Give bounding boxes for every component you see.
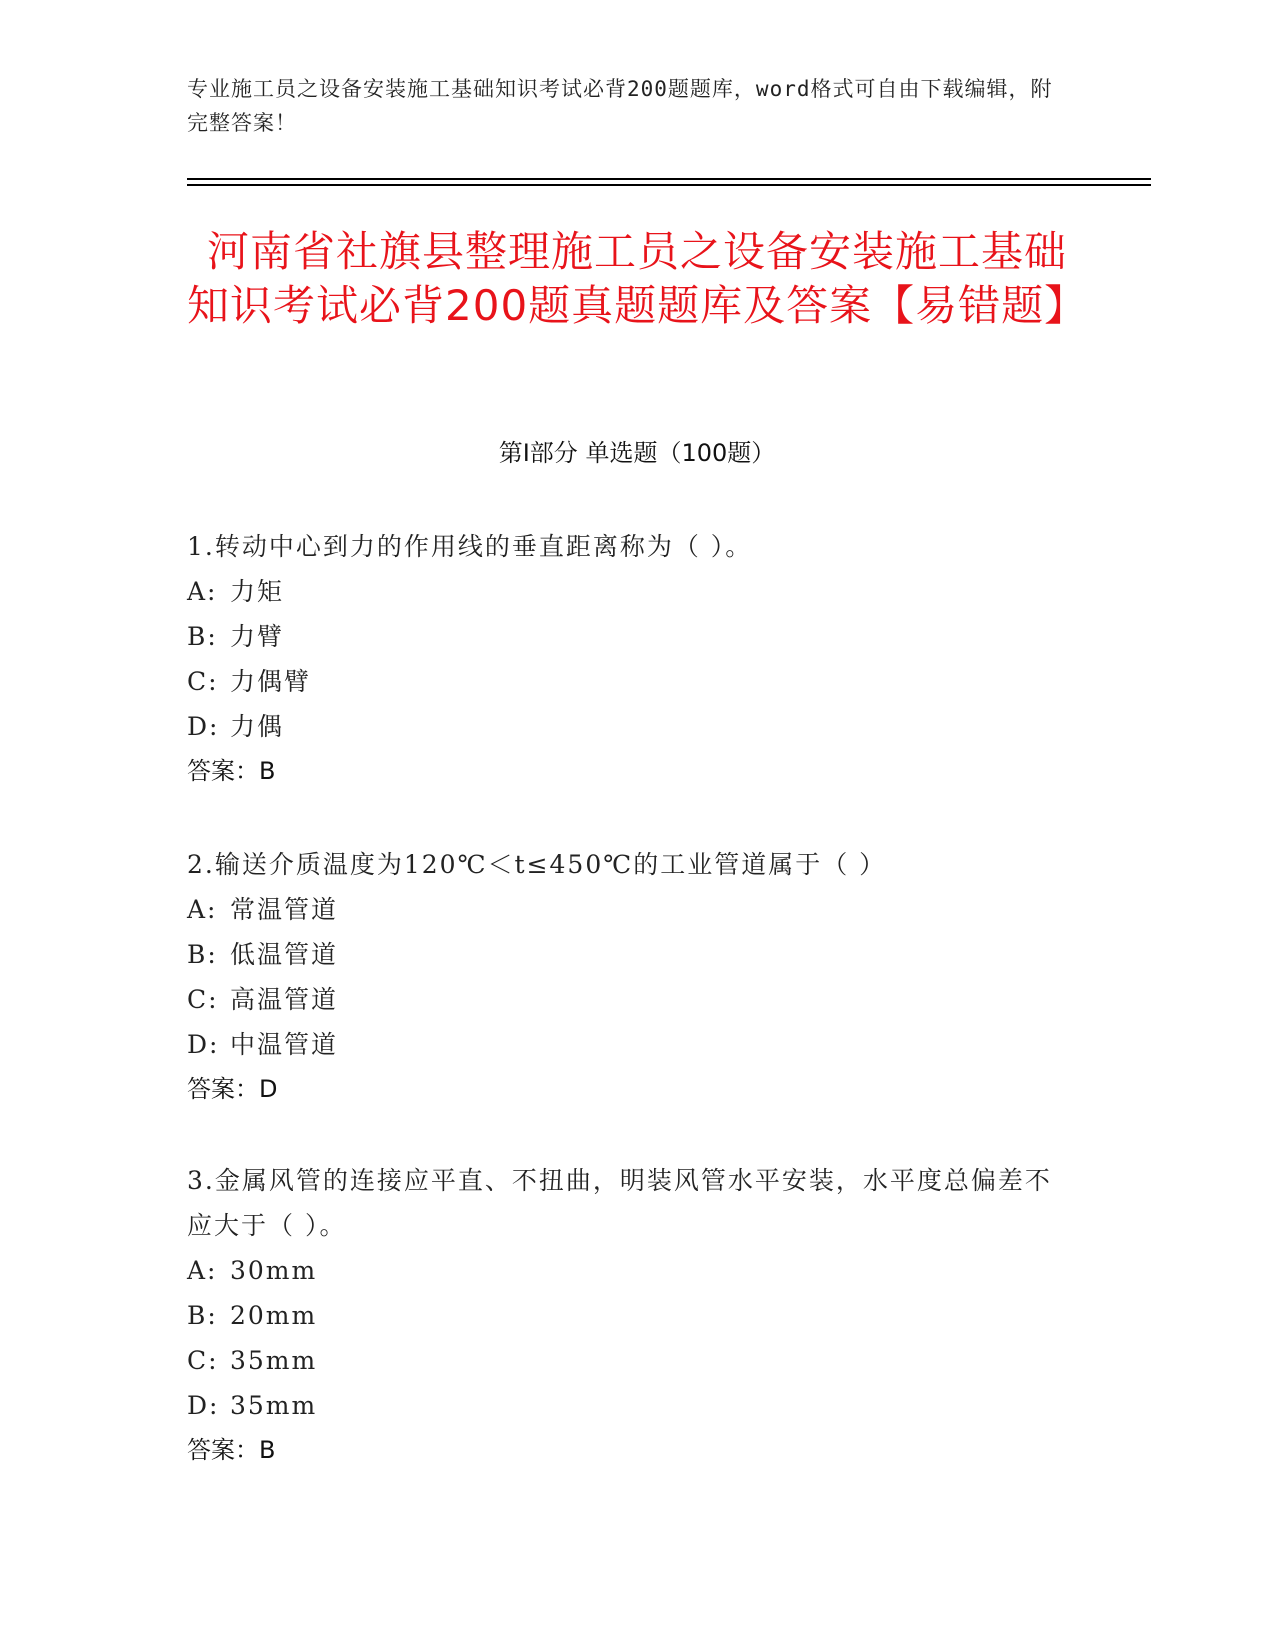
option-key: A: xyxy=(187,895,218,924)
option-text: 力偶 xyxy=(230,712,285,741)
header-divider-bottom xyxy=(187,184,1151,186)
document-title: 河南省社旗县整理施工员之设备安装施工基础知识考试必背200题真题题库及答案【易错题】 xyxy=(187,227,1088,330)
option-c xyxy=(187,659,1067,704)
question-stem: 2.输送介质温度为120℃＜t≤450℃的工业管道属于（ ） xyxy=(187,850,887,879)
option-key: D: xyxy=(187,1391,220,1420)
option-key: D: xyxy=(187,712,220,741)
option-d xyxy=(187,704,1067,749)
option-text: 35mm xyxy=(230,1346,318,1375)
answer-line: 答案：D xyxy=(187,1075,278,1103)
option-key: A: xyxy=(187,577,218,606)
header-note: 专业施工员之设备安装施工基础知识考试必背200题题库，word格式可自由下载编辑，附完整答案！ xyxy=(187,77,1053,135)
option-c xyxy=(187,977,1067,1022)
question-block xyxy=(187,524,1067,794)
question-block xyxy=(187,842,1067,1112)
option-key: B: xyxy=(187,940,218,969)
section-heading: 第Ⅰ部分 单选题（100题） xyxy=(498,439,776,467)
option-key: C: xyxy=(187,985,219,1014)
option-key: A: xyxy=(187,1256,218,1285)
option-text: 力矩 xyxy=(230,577,285,606)
option-text: 20mm xyxy=(230,1301,318,1330)
option-key: B: xyxy=(187,622,218,651)
option-a xyxy=(187,887,1067,932)
option-text: 低温管道 xyxy=(230,940,339,969)
answer-line: 答案：B xyxy=(187,757,276,785)
question-stem: 1.转动中心到力的作用线的垂直距离称为（ ）。 xyxy=(187,532,753,561)
option-text: 30mm xyxy=(230,1256,318,1285)
option-text: 力臂 xyxy=(230,622,285,651)
header-divider-top xyxy=(187,178,1151,180)
answer-line: 答案：B xyxy=(187,1436,276,1464)
option-text: 力偶臂 xyxy=(230,667,312,696)
option-a xyxy=(187,569,1067,614)
question-block xyxy=(187,1158,1067,1473)
option-text: 常温管道 xyxy=(230,895,339,924)
option-d xyxy=(187,1383,1067,1428)
option-c xyxy=(187,1338,1067,1383)
option-key: C: xyxy=(187,667,219,696)
option-key: C: xyxy=(187,1346,219,1375)
option-b xyxy=(187,1293,1067,1338)
option-a xyxy=(187,1248,1067,1293)
option-d xyxy=(187,1022,1067,1067)
question-stem: 3.金属风管的连接应平直、不扭曲，明装风管水平安装，水平度总偏差不应大于（ ）。 xyxy=(187,1166,1052,1240)
option-text: 中温管道 xyxy=(230,1030,339,1059)
option-b xyxy=(187,614,1067,659)
option-text: 高温管道 xyxy=(230,985,339,1014)
option-text: 35mm xyxy=(230,1391,318,1420)
option-key: B: xyxy=(187,1301,218,1330)
option-key: D: xyxy=(187,1030,220,1059)
option-b xyxy=(187,932,1067,977)
